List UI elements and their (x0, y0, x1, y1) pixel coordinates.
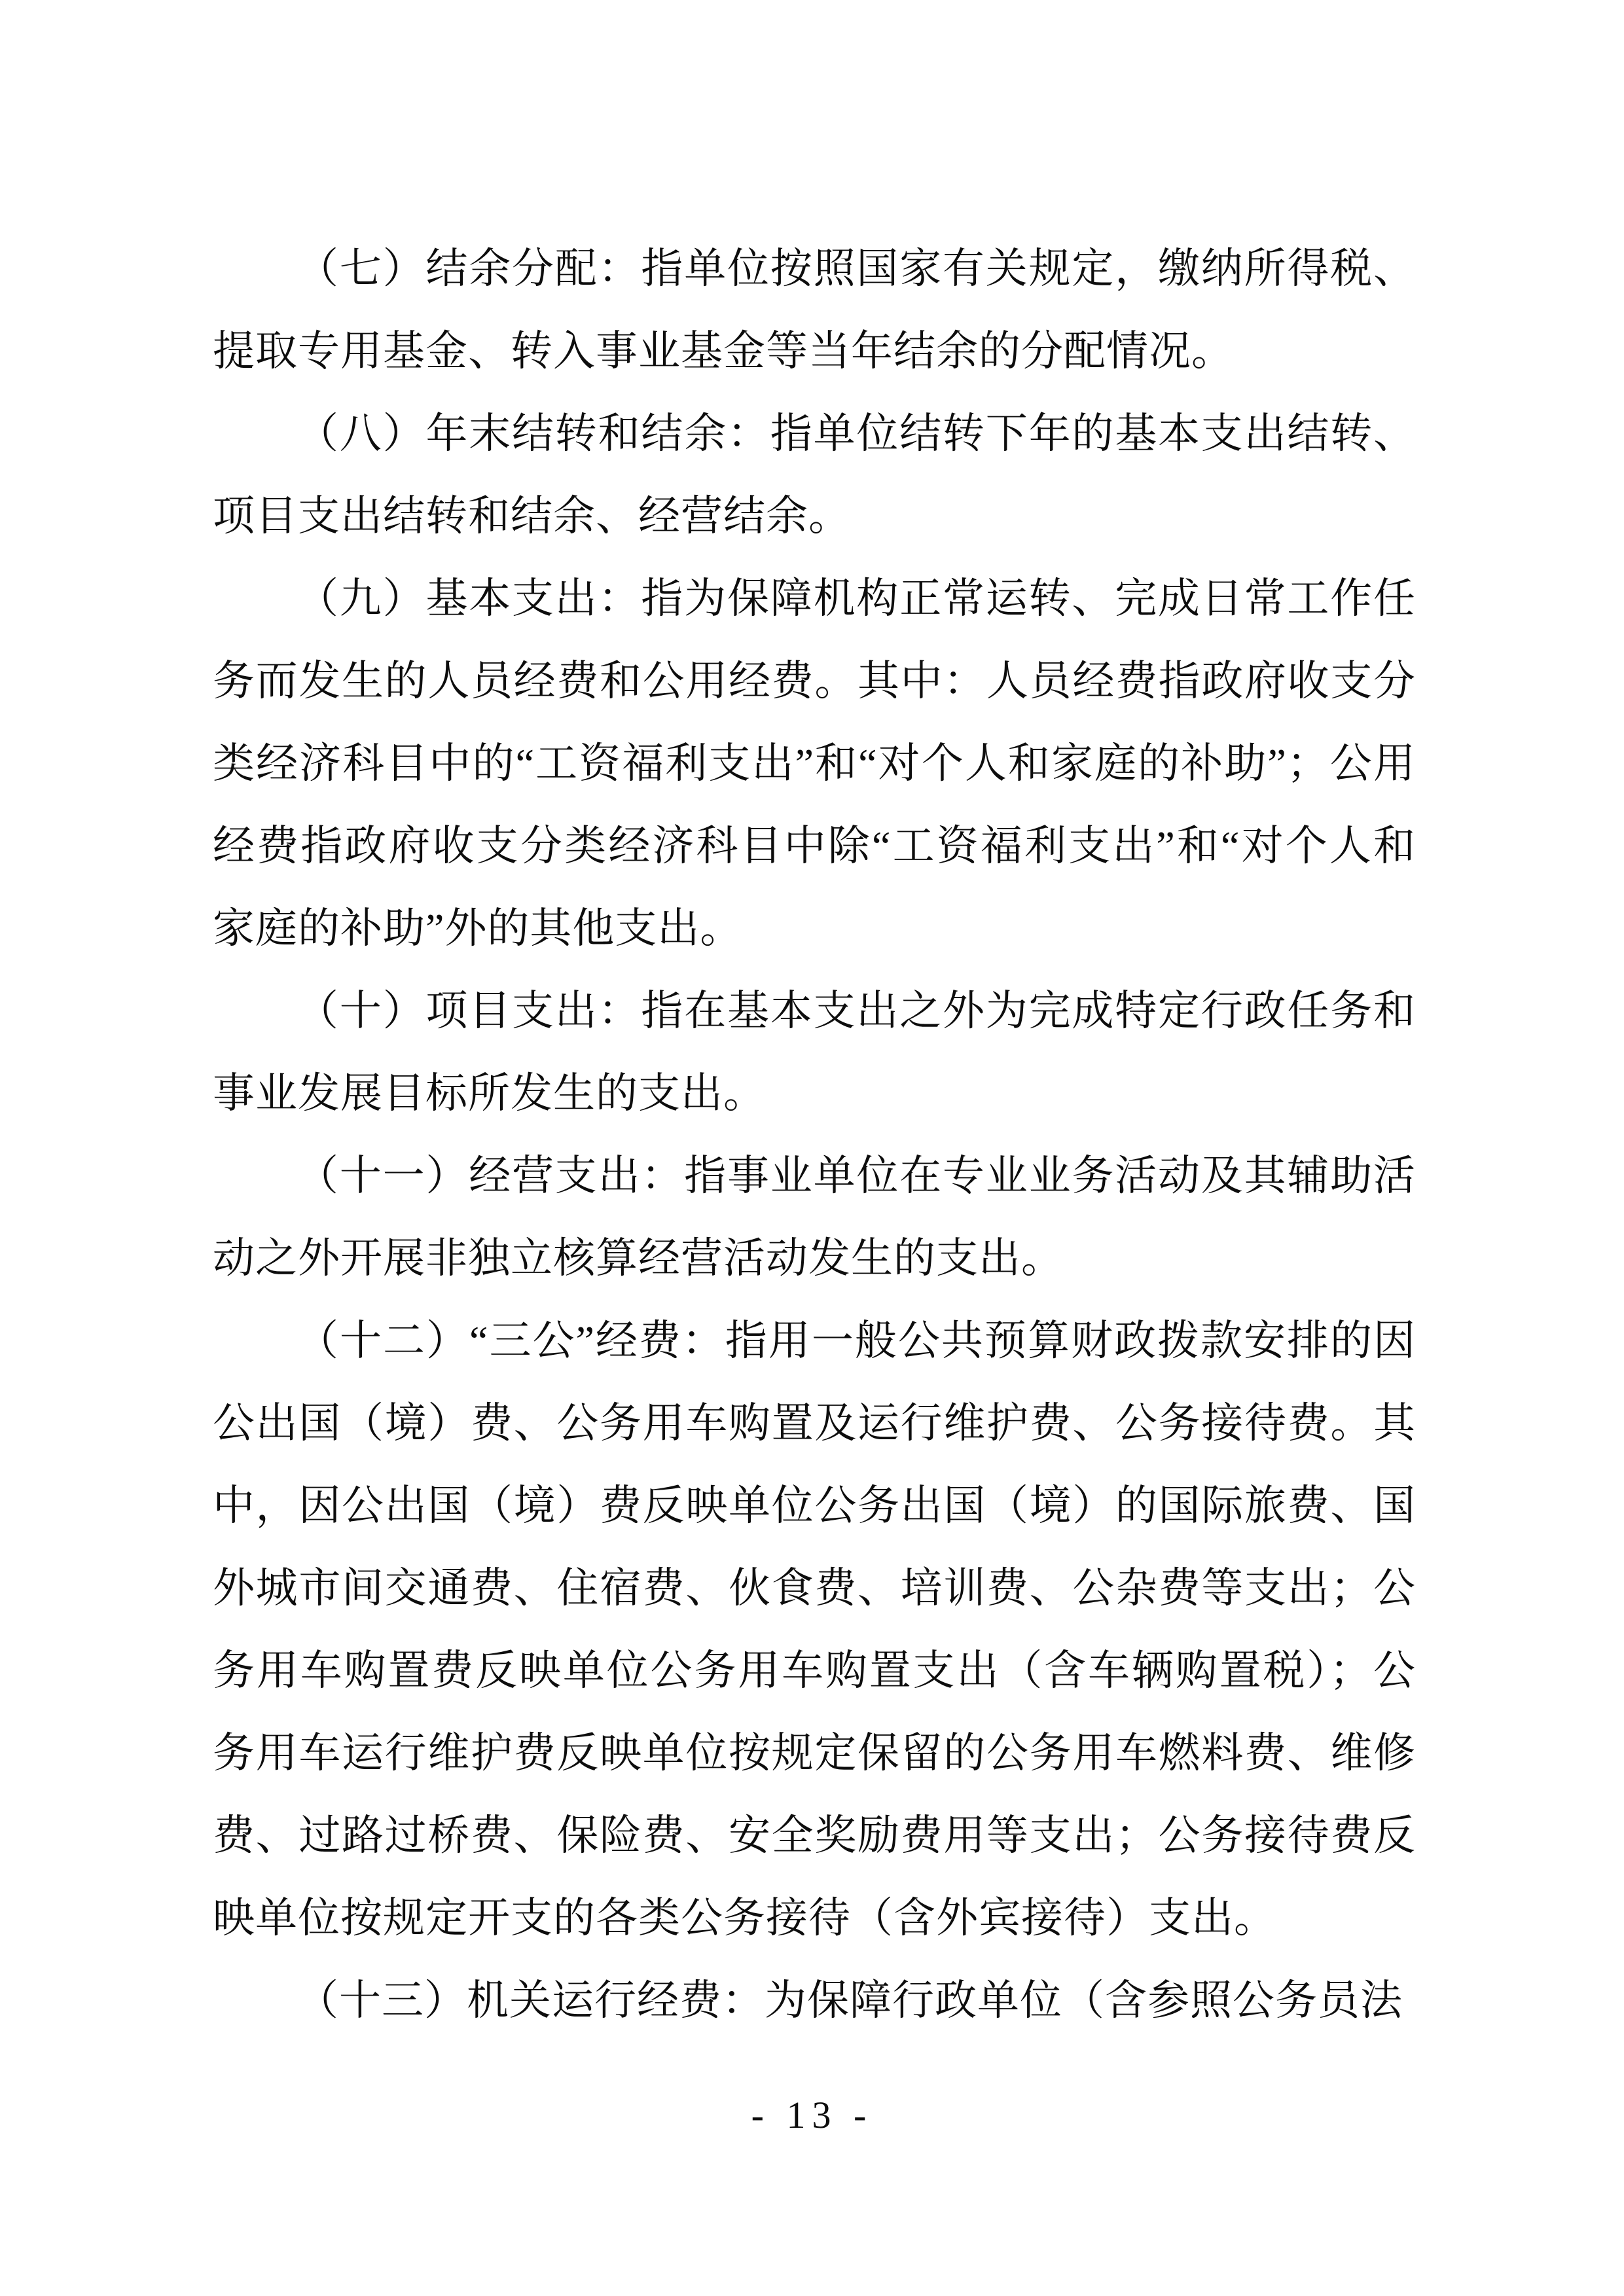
paragraph-term-13-agency-operating-funds: （十三）机关运行经费：为保障行政单位（含参照公务员法 (297, 1977, 1403, 2024)
paragraph-term-8-year-end-carryover: （八）年末结转和结余：指单位结转下年的基本支出结转、项目支出结转和结余、经营结余。 (213, 410, 1416, 539)
page-number: - 13 - (751, 2094, 873, 2136)
paragraph-term-10-project-expenditure: （十）项目支出：指在基本支出之外为完成特定行政任务和事业发展目标所发生的支出。 (213, 988, 1416, 1117)
document-body (213, 228, 1416, 2042)
paragraph-term-9-basic-expenditure: （九）基本支出：指为保障机构正常运转、完成日常工作任务而发生的人员经费和公用经费。其中：人员经费指政府收支分类经济科目中的“工资福利支出”和“对个人和家庭的补助”；公用经费指政府收支分类经济科目中除“工资福利支出”和“对个人和家庭的补助”外的其他支出。 (213, 575, 1416, 952)
paragraph-term-11-operating-expenditure: （十一）经营支出：指事业单位在专业业务活动及其辅助活动之外开展非独立核算经营活动发生的支出。 (213, 1153, 1416, 1282)
paragraph-term-12-three-public-funds: （十二）“三公”经费：指用一般公共预算财政拨款安排的因公出国（境）费、公务用车购置及运行维护费、公务接待费。其中，因公出国（境）费反映单位公务出国（境）的国际旅费、国外城市间交通费、住宿费、伙食费、培训费、公杂费等支出；公务用车购置费反映单位公务用车购置支出（含车辆购置税）；公务用车运行维护费反映单位按规定保留的公务用车燃料费、维修费、过路过桥费、保险费、安全奖励费用等支出；公务接待费反映单位按规定开支的各类公务接待（含外宾接待）支出。 (213, 1318, 1416, 1941)
paragraph-term-7-surplus-distribution: （七）结余分配：指单位按照国家有关规定，缴纳所得税、提取专用基金、转入事业基金等当年结余的分配情况。 (213, 245, 1416, 374)
